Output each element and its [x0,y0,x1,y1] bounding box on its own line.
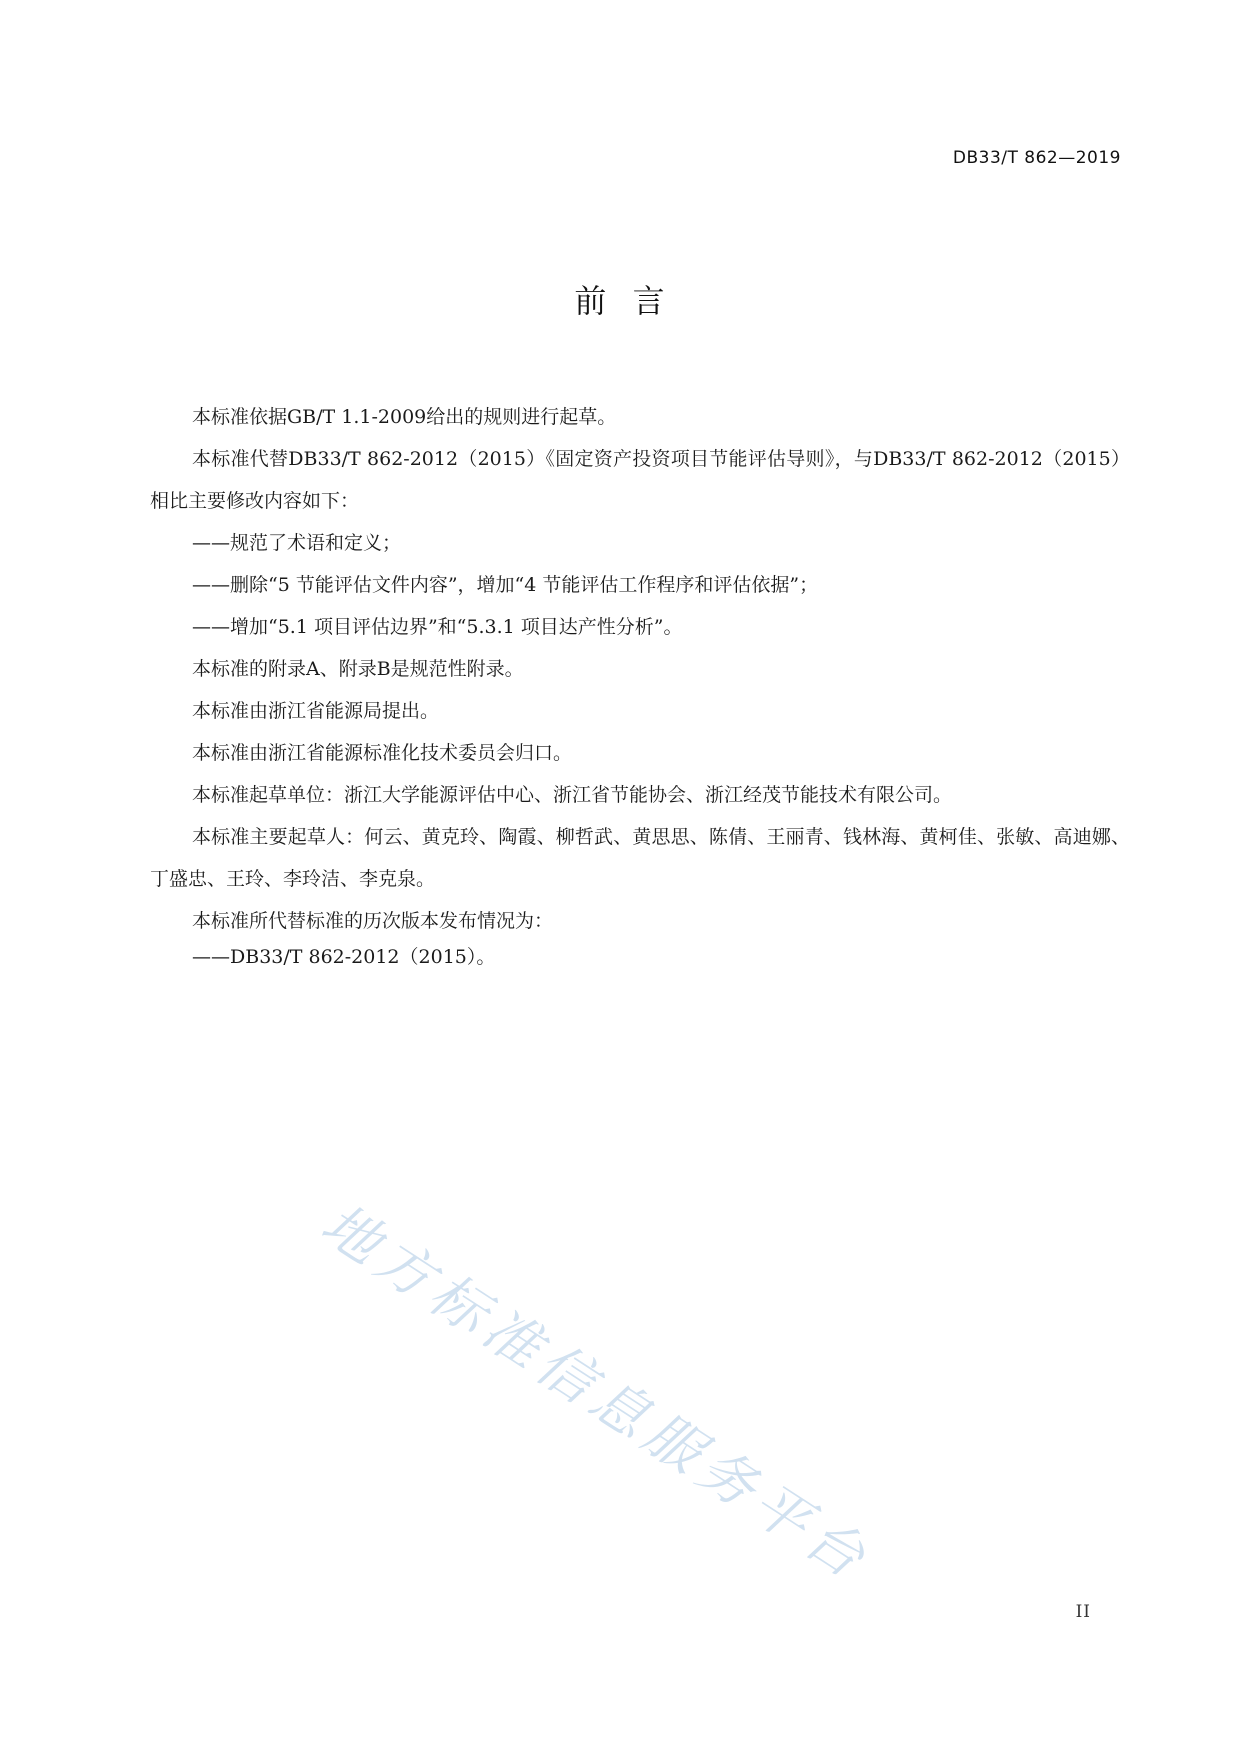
paragraph: 本标准主要起草人：何云、黄克玲、陶霞、柳哲武、黄思思、陈倩、王丽青、钱林海、黄柯佳、张敏、高迪娜、丁盛忠、王玲、李玲洁、李克泉。 [150,826,1130,890]
paragraph: 本标准由浙江省能源标准化技术委员会归口。 [192,742,573,764]
page-title: 前 言 [574,282,667,320]
paragraph: 本标准代替DB33/T 862-2012（2015）《固定资产投资项目节能评估导则》，与DB33/T 862-2012（2015）相比主要修改内容如下： [150,448,1130,512]
list-item: ——删除“5 节能评估文件内容”，增加“4 节能评估工作程序和评估依据”； [192,574,819,596]
paragraph: 本标准起草单位：浙江大学能源评估中心、浙江省节能协会、浙江经茂节能技术有限公司。 [192,784,953,806]
body-text [150,396,1130,972]
paragraph: 本标准所代替标准的历次版本发布情况为： [192,910,554,932]
watermark: 地方标准信息服务平台 [309,1191,882,1595]
standard-code: DB33/T 862—2019 [952,148,1121,168]
paragraph: 本标准由浙江省能源局提出。 [192,700,440,722]
list-item: ——DB33/T 862-2012（2015）。 [192,946,496,968]
list-item: ——规范了术语和定义； [192,532,402,554]
paragraph: 本标准的附录A、附录B是规范性附录。 [192,658,524,680]
page-number: II [1075,1602,1091,1622]
paragraph: 本标准依据GB/T 1.1-2009给出的规则进行起草。 [192,406,617,428]
list-item: ——增加“5.1 项目评估边界”和“5.3.1 项目达产性分析”。 [192,616,683,638]
